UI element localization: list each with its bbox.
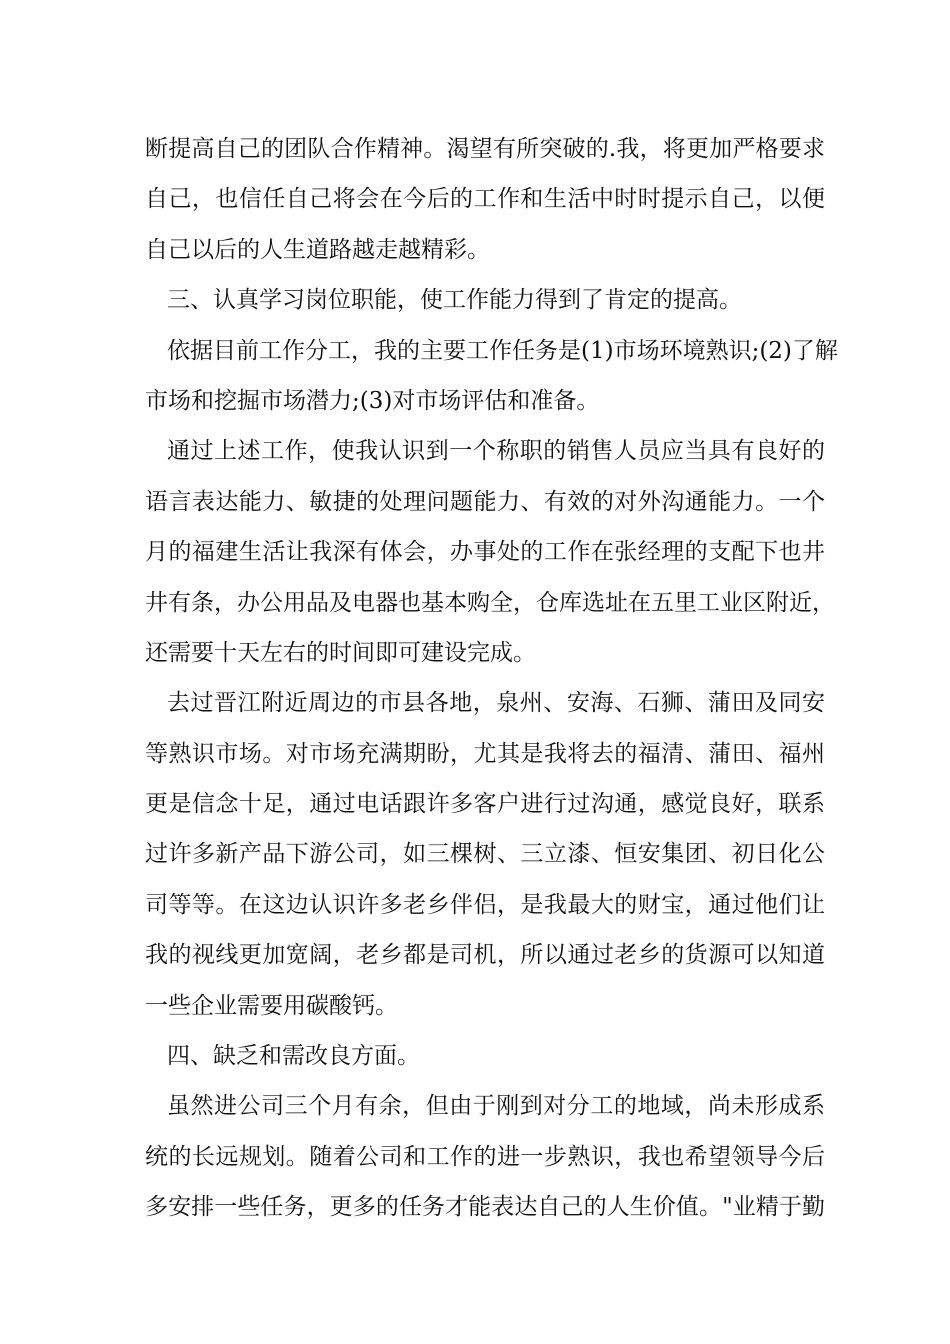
text-line: 通过上述工作，使我认识到一个称职的销售人员应当具有良好的 — [167, 438, 825, 465]
text-line: 月的福建生活让我深有体会，办事处的工作在张经理的支配下也井 — [145, 539, 825, 566]
section-heading: 三、认真学习岗位职能，使工作能力得到了肯定的提高。 — [167, 287, 742, 314]
text-line: 虽然进公司三个月有余，但由于刚到对分工的地域，尚未形成系 — [167, 1093, 825, 1120]
text-line: 还需要十天左右的时间即可建设完成。 — [145, 639, 536, 666]
section-heading: 四、缺乏和需改良方面。 — [167, 1043, 420, 1070]
text-line: 依据目前工作分工，我的主要工作任务是(1)市场环境熟识;(2)了解 — [167, 337, 838, 364]
text-line: 井有条，办公用品及电器也基本购全，仓库选址在五里工业区附近， — [145, 589, 835, 616]
text-line: 更是信念十足，通过电话跟许多客户进行过沟通，感觉良好，联系 — [145, 791, 825, 818]
text-line: 市场和挖掘市场潜力;(3)对市场评估和准备。 — [145, 387, 600, 414]
text-line: 一些企业需要用碳酸钙。 — [145, 992, 398, 1019]
text-line: 自己以后的人生道路越走越精彩。 — [145, 236, 490, 263]
text-line: 断提高自己的团队合作精神。渴望有所突破的.我，将更加严格要求 — [145, 136, 825, 162]
document-body — [145, 124, 838, 1233]
text-line: 统的长远规划。随着公司和工作的进一步熟识，我也希望领导今后 — [145, 1143, 825, 1170]
text-line: 多安排一些任务，更多的任务才能表达自己的人生价值。"业精于勤 — [145, 1194, 825, 1221]
text-line: 我的视线更加宽阔，老乡都是司机，所以通过老乡的货源可以知道 — [145, 942, 825, 969]
text-line: 去过晋江附近周边的市县各地，泉州、安海、石狮、蒲田及同安 — [167, 690, 825, 717]
text-line: 语言表达能力、敏捷的处理问题能力、有效的对外沟通能力。一个 — [145, 488, 825, 515]
text-line: 等熟识市场。对市场充满期盼，尤其是我将去的福清、蒲田、福州 — [145, 740, 825, 767]
text-line: 自己，也信任自己将会在今后的工作和生活中时时提示自己，以便 — [145, 186, 825, 213]
text-line: 过许多新产品下游公司，如三棵树、三立漆、恒安集团、初日化公 — [145, 841, 825, 868]
text-line: 司等等。在这边认识许多老乡伴侣，是我最大的财宝，通过他们让 — [145, 891, 825, 918]
